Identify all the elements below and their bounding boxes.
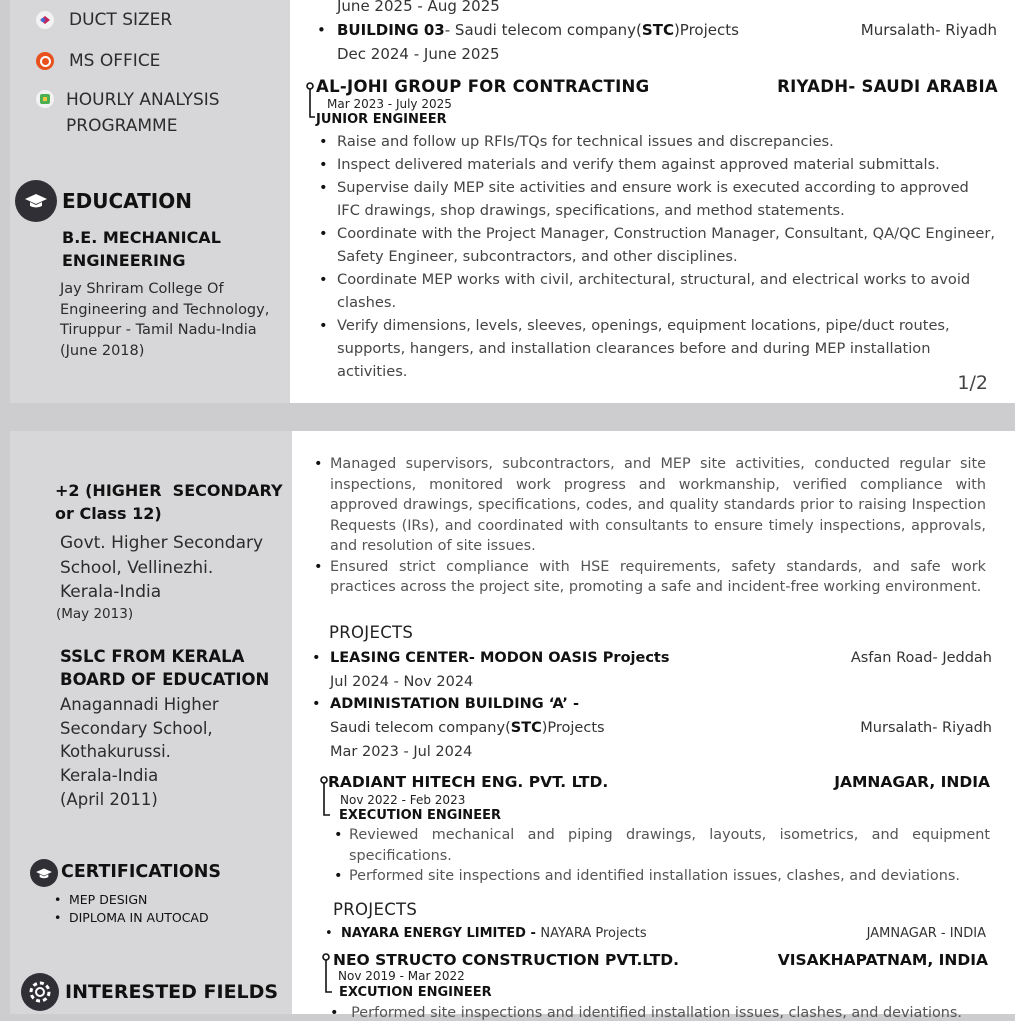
- company-dates: Nov 2019 - Mar 2022: [338, 969, 465, 983]
- company-name: RADIANT HITECH ENG. PVT. LTD.: [328, 773, 609, 791]
- list-item: • Raise and follow up RFIs/TQs for technical issues and discrepancies.: [315, 130, 995, 153]
- company-name: AL-JOHI GROUP FOR CONTRACTING: [316, 77, 650, 96]
- responsibility-list: [330, 825, 990, 887]
- sslc-title: SSLC FROM KERALA: [60, 647, 245, 666]
- company-location: JAMNAGAR, INDIA: [834, 773, 990, 791]
- ms-office-icon: [36, 52, 54, 70]
- prev-project-date: June 2025 - Aug 2025: [337, 0, 500, 15]
- sslc-school: Anagannadi Higher Secondary School, Kothakurussi. Kerala-India: [60, 695, 219, 785]
- list-item: • Performed site inspections and identified installation issues, clashes, and deviations.: [330, 1005, 962, 1021]
- skill-label: MS OFFICE: [69, 51, 161, 71]
- education-heading: EDUCATION: [62, 189, 192, 213]
- list-item: • Coordinate with the Project Manager, Construction Manager, Consultant, QA/QC Engineer, Safety Engineer, subcontractors, and other disciplines.: [315, 222, 995, 268]
- list-item: • Ensured strict compliance with HSE requirements, safety standards, and safe work practices across the project site, promoting a safe and incident-free working environment.: [310, 557, 986, 598]
- project-location: Mursalath- Riyadh: [860, 720, 992, 736]
- project-building03: • BUILDING 03- Saudi telecom company(STC)Projects Mursalath- Riyadh: [317, 21, 997, 39]
- company-name: NEO STRUCTO CONSTRUCTION PVT.LTD.: [333, 951, 680, 969]
- company-dates: Nov 2022 - Feb 2023: [340, 793, 466, 807]
- project-admin-building-detail: Saudi telecom company(STC)Projects Mursalath- Riyadh: [330, 720, 992, 736]
- project-location: JAMNAGAR - INDIA: [866, 926, 986, 941]
- sslc-date: (April 2011): [60, 790, 158, 809]
- responsibility-list: [310, 454, 986, 598]
- timeline-connector: [320, 952, 334, 998]
- project-nayara: • NAYARA ENERGY LIMITED - NAYARA Projects JAMNAGAR - INDIA: [325, 926, 986, 941]
- hsc-title-cont: or Class 12): [55, 504, 162, 523]
- list-item: • Inspect delivered materials and verify them against approved material submittals.: [315, 153, 995, 176]
- project-location: Asfan Road- Jeddah: [850, 650, 992, 666]
- project-admin-building: • ADMINISTATION BUILDING ‘A’ -: [312, 696, 579, 712]
- list-item: • Reviewed mechanical and piping drawings, layouts, isometrics, and equipment specifications.: [330, 825, 990, 866]
- skill-label: DUCT SIZER: [69, 10, 173, 30]
- interested-fields-heading: INTERESTED FIELDS: [65, 981, 279, 1003]
- graduation-cap-icon: [15, 180, 57, 222]
- list-item: • Managed supervisors, subcontractors, and MEP site activities, conducted regular site inspections, monitored work progress and workmanship, verified compliance with approved drawings, specifications, codes, and quality standards prior to raising Inspection Requests (IRs), and coordinated with consultants to ensure timely inspections, approvals, and resolution of site issues.: [310, 454, 986, 557]
- project-date: Mar 2023 - Jul 2024: [330, 744, 473, 760]
- project-location: Mursalath- Riyadh: [860, 21, 997, 39]
- job-role: EXCUTION ENGINEER: [339, 985, 492, 1000]
- list-item: • Coordinate MEP works with civil, architectural, structural, and electrical works to avoid clashes.: [315, 268, 995, 314]
- company-dates: Mar 2023 - July 2025: [327, 97, 452, 111]
- skill-label: HOURLY ANALYSIS: [66, 90, 220, 110]
- company-location: RIYADH- SAUDI ARABIA: [777, 77, 998, 96]
- list-item: • Performed site inspections and identified installation issues, clashes, and deviations.: [330, 866, 990, 887]
- responsibility-list: [315, 130, 995, 383]
- gear-icon: [21, 973, 59, 1011]
- job-role: JUNIOR ENGINEER: [316, 112, 447, 127]
- project-date: Jul 2024 - Nov 2024: [330, 674, 474, 690]
- certification-list: [50, 891, 209, 927]
- duct-sizer-icon: [36, 11, 54, 29]
- page-number: 1/2: [957, 372, 988, 394]
- project-leasing-center: • LEASING CENTER- MODON OASIS Projects Asfan Road- Jeddah: [312, 650, 992, 666]
- list-item: • Verify dimensions, levels, sleeves, openings, equipment locations, pipe/duct routes, supports, hangers, and installation clearances before and during MEP installation activities.: [315, 314, 995, 383]
- list-item: • DIPLOMA IN AUTOCAD: [50, 909, 209, 927]
- hsc-date: (May 2013): [56, 606, 134, 622]
- hsc-title: +2 (HIGHER SECONDARY: [55, 481, 283, 500]
- skill-item: [36, 10, 172, 30]
- certificate-icon: [30, 859, 58, 887]
- company-location: VISAKHAPATNAM, INDIA: [777, 951, 988, 969]
- degree-title: B.E. MECHANICAL: [62, 228, 221, 247]
- project-date: Dec 2024 - June 2025: [337, 45, 500, 63]
- sslc-title-cont: BOARD OF EDUCATION: [60, 670, 270, 689]
- list-item: • MEP DESIGN: [50, 891, 209, 909]
- skill-label-cont: PROGRAMME: [66, 116, 178, 136]
- projects-heading: PROJECTS: [333, 900, 418, 919]
- hap-icon: [36, 90, 54, 108]
- list-item: • Supervise daily MEP site activities and ensure work is executed according to approved IFC drawings, shop drawings, specifications, and method statements.: [315, 176, 995, 222]
- college-name: Jay Shriram College Of Engineering and Technology, Tiruppur - Tamil Nadu-India (June 2018): [60, 281, 270, 359]
- hsc-school: Govt. Higher Secondary School, Vellinezhi. Kerala-India: [60, 533, 264, 602]
- projects-heading: PROJECTS: [329, 623, 414, 642]
- job-role: EXECUTION ENGINEER: [339, 808, 501, 823]
- skill-item: [36, 87, 220, 139]
- skill-item: [36, 51, 160, 71]
- certifications-heading: CERTIFICATIONS: [61, 862, 222, 882]
- degree-title-cont: ENGINEERING: [62, 251, 186, 270]
